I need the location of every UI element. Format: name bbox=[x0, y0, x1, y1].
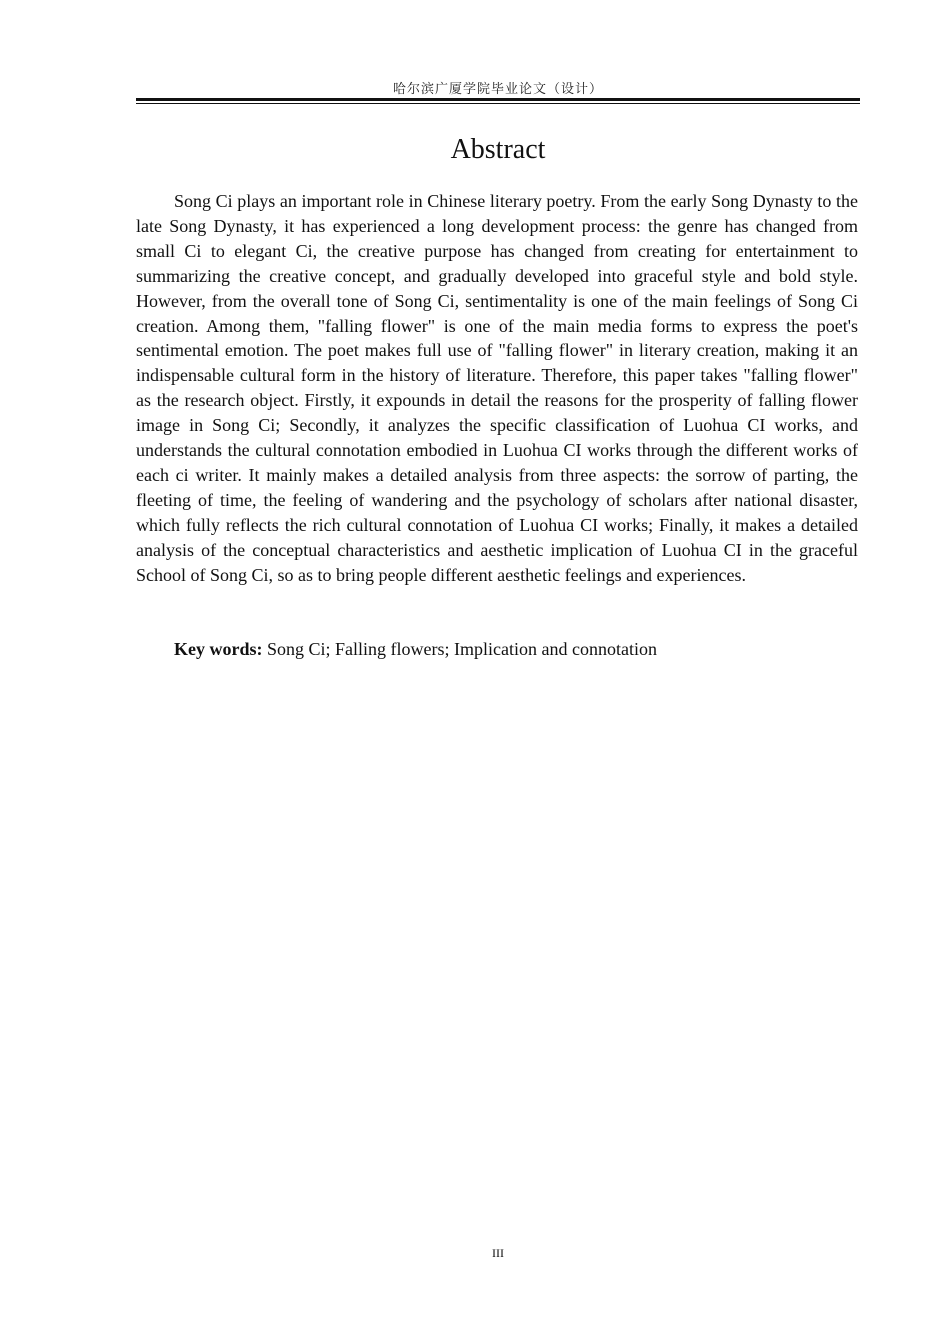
header-rule-thin bbox=[136, 103, 860, 104]
keywords-value: Song Ci; Falling flowers; Implication and connotation bbox=[267, 639, 657, 659]
header-rule-thick bbox=[136, 98, 860, 101]
page-number: III bbox=[492, 1246, 504, 1260]
abstract-body: Song Ci plays an important role in Chinese literary poetry. From the early Song Dynasty to the late Song Dynasty, it has experienced a long development process: the genre has changed from small Ci to elegant Ci, the creative purpose has changed from creating for entertainment to summarizing the creative concept, and gradually developed into graceful style and bold style. However, from the overall tone of Song Ci, sentimentality is one of the main feelings of Song Ci creation. Among them, "falling flower" is one of the main media forms to express the poet's sentimental emotion. The poet makes full use of "falling flower" in literary creation, making it an indispensable cultural form in the history of literature. Therefore, this paper takes "falling flower" as the research object. Firstly, it expounds in detail the reasons for the prosperity of falling flower image in Song Ci; Secondly, it analyzes the specific classification of Luohua CI works, and understands the cultural connotation embodied in Luohua CI works through the different works of each ci writer. It mainly makes a detailed analysis from three aspects: the sorrow of parting, the fleeting of time, the feeling of wandering and the psychology of scholars after national disaster, which fully reflects the rich cultural connotation of Luohua CI works; Finally, it makes a detailed analysis of the conceptual characteristics and aesthetic implication of Luohua CI in the graceful School of Song Ci, so as to bring people different aesthetic feelings and experiences. bbox=[136, 191, 858, 585]
abstract-title: Abstract bbox=[450, 134, 546, 165]
keywords-line bbox=[136, 637, 858, 661]
running-header: 哈尔滨广厦学院毕业论文（设计） bbox=[392, 82, 603, 97]
keywords-label: Key words: bbox=[174, 639, 263, 659]
